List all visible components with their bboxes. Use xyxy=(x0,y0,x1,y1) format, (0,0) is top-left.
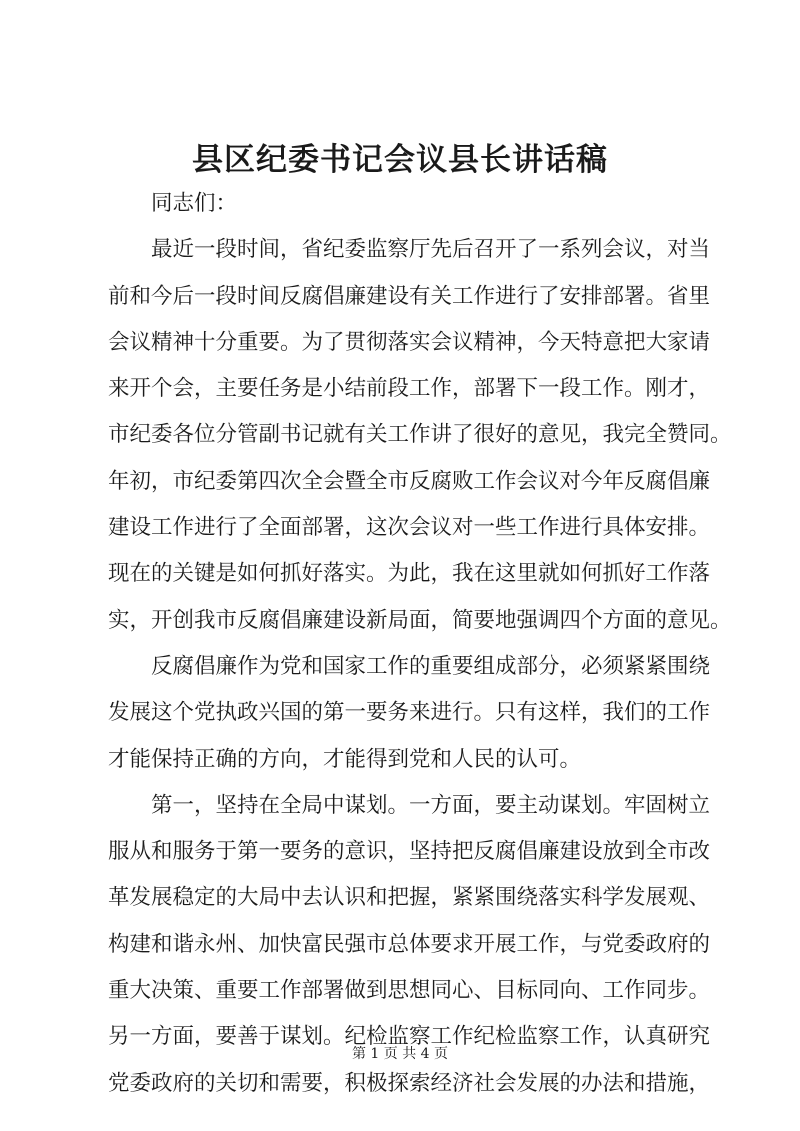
body-line: 另一方面，要善于谋划。纪检监察工作纪检监察工作，认真研究 xyxy=(108,1024,711,1050)
body-line: 重大决策、重要工作部署做到思想同心、目标同向、工作同步。 xyxy=(108,978,711,1004)
body-line: 才能保持正确的方向，才能得到党和人民的认可。 xyxy=(108,746,582,772)
body-line: 同志们： xyxy=(151,191,238,216)
body-line: 现在的关键是如何抓好落实。为此，我在这里就如何抓好工作落 xyxy=(108,561,711,587)
page-footer: 第 1 页 共 4 页 xyxy=(351,1046,449,1062)
body-line: 革发展稳定的大局中去认识和把握，紧紧围绕落实科学发展观、 xyxy=(108,885,711,911)
body-line: 最近一段时间，省纪委监察厅先后召开了一系列会议，对当 xyxy=(151,237,711,263)
body-line: 反腐倡廉作为党和国家工作的重要组成部分，必须紧紧围绕 xyxy=(151,653,711,679)
document-body xyxy=(108,181,732,1107)
body-line: 建设工作进行了全面部署，这次会议对一些工作进行具体安排。 xyxy=(108,515,711,541)
body-line: 发展这个党执政兴国的第一要务来进行。只有这样，我们的工作 xyxy=(108,700,711,726)
document-title: 县区纪委书记会议县长讲话稿 xyxy=(192,142,608,178)
body-line: 市纪委各位分管副书记就有关工作讲了很好的意见，我完全赞同。 xyxy=(108,422,732,448)
body-line: 来开个会，主要任务是小结前段工作，部署下一段工作。刚才， xyxy=(108,376,711,402)
body-line: 前和今后一段时间反腐倡廉建设有关工作进行了安排部署。省里 xyxy=(108,283,711,309)
body-line: 服从和服务于第一要务的意识，坚持把反腐倡廉建设放到全市改 xyxy=(108,839,711,865)
body-line: 会议精神十分重要。为了贯彻落实会议精神，今天特意把大家请 xyxy=(108,329,711,355)
body-line: 构建和谐永州、加快富民强市总体要求开展工作，与党委政府的 xyxy=(108,931,711,957)
body-line: 第一，坚持在全局中谋划。一方面，要主动谋划。牢固树立 xyxy=(151,792,711,818)
body-line: 党委政府的关切和需要，积极探索经济社会发展的办法和措施， xyxy=(108,1070,711,1096)
body-line: 年初，市纪委第四次全会暨全市反腐败工作会议对今年反腐倡廉 xyxy=(108,468,711,494)
body-line: 实，开创我市反腐倡廉建设新局面，简要地强调四个方面的意见。 xyxy=(108,607,732,633)
